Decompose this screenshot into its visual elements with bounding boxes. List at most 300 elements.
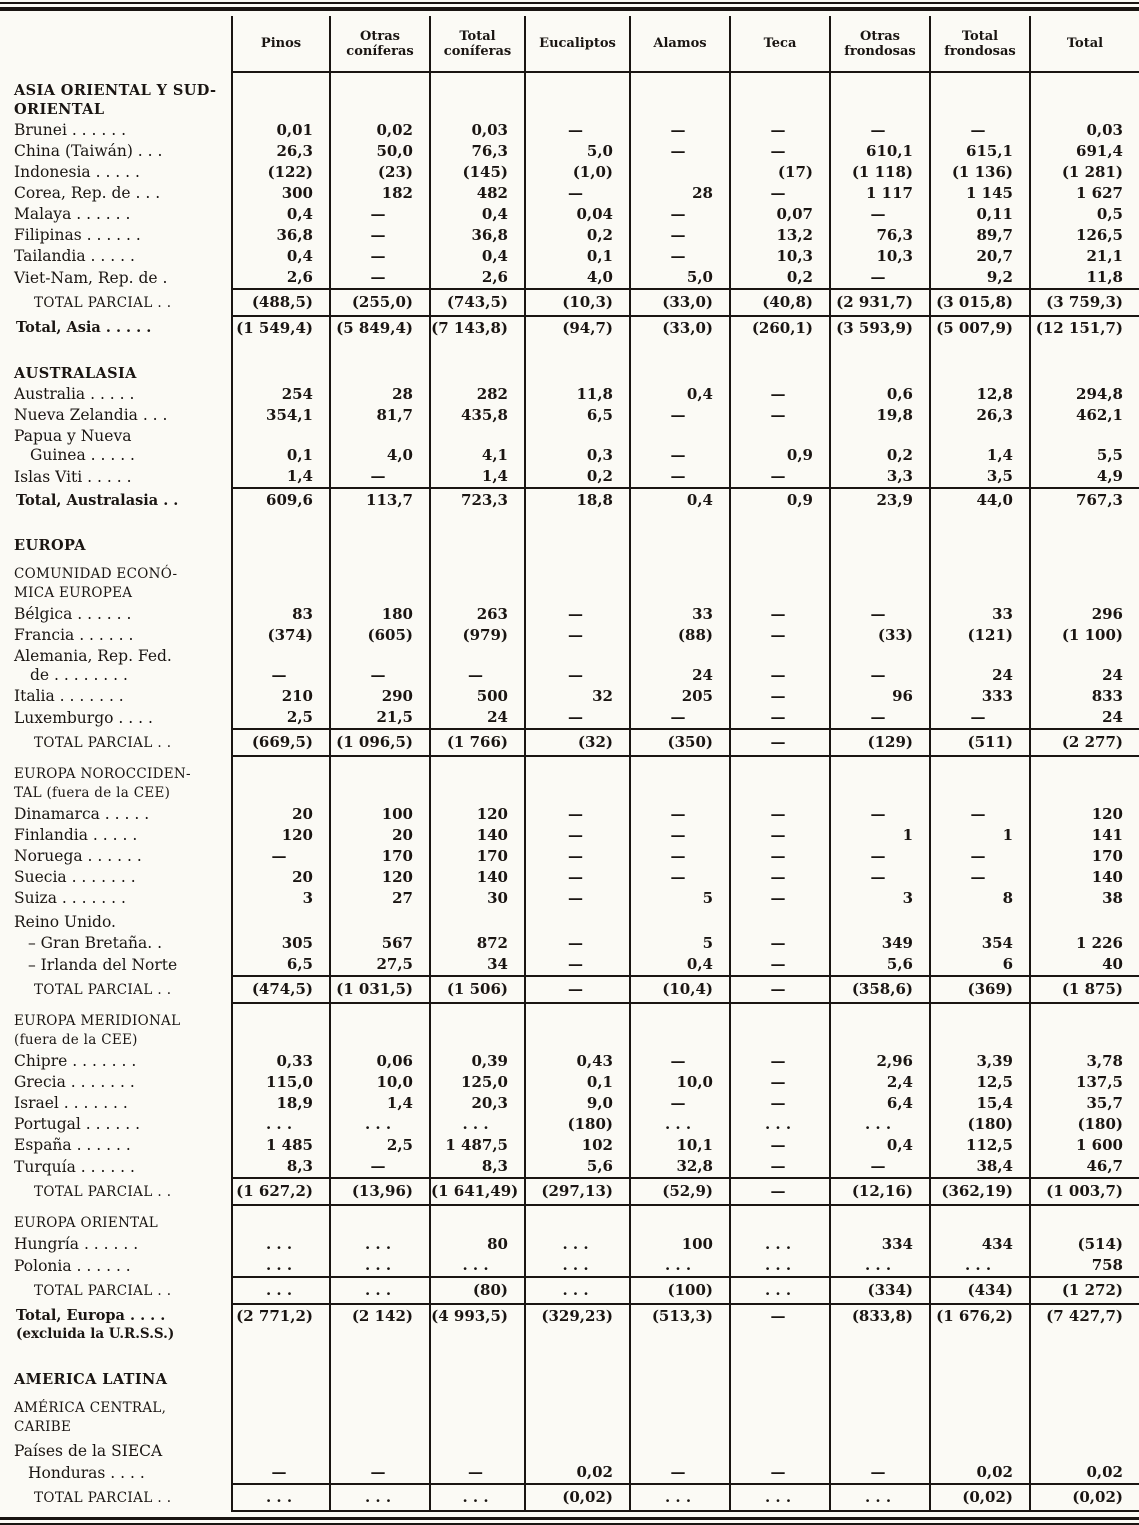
value-cell: (3 593,9): [830, 316, 930, 340]
value-cell: [525, 909, 630, 933]
value-cell: —: [630, 707, 730, 729]
value-cell: [930, 1003, 1030, 1051]
column-header: Total frondosas: [930, 16, 1030, 72]
value-cell: 4,9: [1030, 466, 1139, 488]
value-cell: —: [730, 604, 830, 625]
value-cell: —: [730, 183, 830, 204]
row-label: TOTAL PARCIAL . .: [34, 1490, 172, 1506]
table-row: [0, 556, 1139, 604]
table-row: [0, 183, 1139, 204]
value-cell: —: [330, 225, 430, 246]
value-cell: 112,5: [930, 1135, 1030, 1156]
value-cell: 0,4: [830, 1135, 930, 1156]
value-cell: 120: [1030, 804, 1139, 825]
value-cell: —: [525, 646, 630, 686]
row-label: Total, Australasia . .: [16, 492, 179, 509]
value-cell: [232, 756, 330, 804]
value-cell: 24: [630, 646, 730, 686]
row-label: Suecia . . . . . . .: [14, 868, 136, 886]
value-cell: 24: [430, 707, 525, 729]
value-cell: 0,2: [525, 225, 630, 246]
value-cell: 6,5: [232, 954, 330, 976]
row-label: TOTAL PARCIAL . .: [34, 982, 172, 998]
value-cell: 102: [525, 1135, 630, 1156]
value-cell: 4,0: [525, 267, 630, 289]
value-cell: —: [525, 604, 630, 625]
value-cell: (334): [830, 1277, 930, 1304]
value-cell: [930, 909, 1030, 933]
value-cell: (1 281): [1030, 162, 1139, 183]
value-cell: —: [830, 604, 930, 625]
value-cell: [1030, 556, 1139, 604]
value-cell: 0,33: [232, 1051, 330, 1072]
value-cell: —: [630, 225, 730, 246]
value-cell: —: [525, 933, 630, 954]
value-cell: (1,0): [525, 162, 630, 183]
value-cell: 1 600: [1030, 1135, 1139, 1156]
value-cell: (669,5): [232, 729, 330, 756]
value-cell: 6,4: [830, 1093, 930, 1114]
value-cell: (52,9): [630, 1178, 730, 1205]
value-cell: 20,7: [930, 246, 1030, 267]
value-cell: . . .: [630, 1255, 730, 1277]
value-cell: (369): [930, 976, 1030, 1003]
value-cell: [430, 1346, 525, 1390]
value-cell: —: [525, 183, 630, 204]
value-cell: 500: [430, 686, 525, 707]
value-cell: 0,1: [525, 246, 630, 267]
value-cell: 140: [1030, 867, 1139, 888]
value-cell: 10,0: [330, 1072, 430, 1093]
table-row: [0, 405, 1139, 426]
value-cell: 137,5: [1030, 1072, 1139, 1093]
value-cell: 28: [630, 183, 730, 204]
value-cell: —: [730, 120, 830, 141]
value-cell: (17): [730, 162, 830, 183]
value-cell: (1 003,7): [1030, 1178, 1139, 1205]
table-row: [0, 867, 1139, 888]
value-cell: [525, 1205, 630, 1234]
value-cell: (121): [930, 625, 1030, 646]
table-row: [0, 1462, 1139, 1484]
value-cell: —: [830, 267, 930, 289]
value-cell: (1 627,2): [232, 1178, 330, 1205]
row-label: Filipinas . . . . . .: [14, 226, 141, 244]
value-cell: (3 015,8): [930, 289, 1030, 316]
table-row: [0, 1135, 1139, 1156]
value-cell: 0,02: [1030, 1462, 1139, 1484]
value-cell: 1 487,5: [430, 1135, 525, 1156]
value-cell: 0,11: [930, 204, 1030, 225]
row-label: China (Taiwán) . . .: [14, 142, 163, 160]
value-cell: 36,8: [430, 225, 525, 246]
value-cell: [232, 556, 330, 604]
value-cell: [430, 1003, 525, 1051]
value-cell: —: [525, 625, 630, 646]
value-cell: 254: [232, 384, 330, 405]
value-cell: 0,03: [430, 120, 525, 141]
row-label: EUROPA ORIENTAL: [14, 1215, 159, 1231]
value-cell: 80: [430, 1234, 525, 1255]
value-cell: 34: [430, 954, 525, 976]
row-label: Noruega . . . . . .: [14, 847, 142, 865]
row-label: Polonia . . . . . .: [14, 1257, 131, 1275]
value-cell: 18,9: [232, 1093, 330, 1114]
value-cell: —: [730, 466, 830, 488]
value-cell: 13,2: [730, 225, 830, 246]
value-cell: . . .: [830, 1114, 930, 1135]
value-cell: 434: [930, 1234, 1030, 1255]
value-cell: 76,3: [830, 225, 930, 246]
row-label: AMÉRICA CENTRAL, CARIBE: [14, 1400, 167, 1435]
value-cell: (329,23): [525, 1304, 630, 1346]
value-cell: —: [830, 646, 930, 686]
value-cell: (1 676,2): [930, 1304, 1030, 1346]
value-cell: —: [930, 867, 1030, 888]
value-cell: 35,7: [1030, 1093, 1139, 1114]
row-label: Italia . . . . . . .: [14, 687, 124, 705]
value-cell: 10,0: [630, 1072, 730, 1093]
table-row: [0, 1234, 1139, 1255]
value-cell: [830, 909, 930, 933]
value-cell: 182: [330, 183, 430, 204]
column-header: Eucaliptos: [525, 16, 630, 72]
value-cell: 482: [430, 183, 525, 204]
column-header: Total coníferas: [430, 16, 525, 72]
value-cell: [930, 1438, 1030, 1462]
value-cell: [730, 756, 830, 804]
row-label: AMERICA LATINA: [14, 1371, 168, 1388]
value-cell: 6: [930, 954, 1030, 976]
value-cell: —: [730, 1072, 830, 1093]
value-cell: 9,0: [525, 1093, 630, 1114]
value-cell: (3 759,3): [1030, 289, 1139, 316]
value-cell: (255,0): [330, 289, 430, 316]
value-cell: 6,5: [525, 405, 630, 426]
value-cell: 1,4: [232, 466, 330, 488]
value-cell: [630, 512, 730, 556]
value-cell: 23,9: [830, 488, 930, 512]
table-row: [0, 909, 1139, 933]
value-cell: 609,6: [232, 488, 330, 512]
row-label: Reino Unido.: [14, 913, 116, 931]
value-cell: (362,19): [930, 1178, 1030, 1205]
table-row: [0, 646, 1139, 686]
value-cell: . . .: [430, 1114, 525, 1135]
value-cell: —: [330, 246, 430, 267]
row-label: Chipre . . . . . . .: [14, 1052, 137, 1070]
value-cell: —: [930, 120, 1030, 141]
value-cell: 33: [930, 604, 1030, 625]
value-cell: —: [330, 267, 430, 289]
value-cell: (10,4): [630, 976, 730, 1003]
value-cell: (12 151,7): [1030, 316, 1139, 340]
value-cell: —: [730, 1156, 830, 1178]
value-cell: (12,16): [830, 1178, 930, 1205]
value-cell: (833,8): [830, 1304, 930, 1346]
column-header: Pinos: [232, 16, 330, 72]
table-row: [0, 846, 1139, 867]
table-row: [0, 1390, 1139, 1438]
value-cell: —: [630, 825, 730, 846]
value-cell: [730, 512, 830, 556]
value-cell: [730, 340, 830, 384]
value-cell: 2,5: [232, 707, 330, 729]
value-cell: —: [232, 646, 330, 686]
value-cell: 20,3: [430, 1093, 525, 1114]
value-cell: —: [525, 976, 630, 1003]
column-header: Total: [1030, 16, 1139, 72]
value-cell: 354: [930, 933, 1030, 954]
value-cell: (5 849,4): [330, 316, 430, 340]
value-cell: (260,1): [730, 316, 830, 340]
value-cell: 28: [330, 384, 430, 405]
value-cell: 32: [525, 686, 630, 707]
value-cell: [525, 72, 630, 120]
value-cell: [730, 1003, 830, 1051]
value-cell: (0,02): [930, 1484, 1030, 1511]
table-row: [0, 1205, 1139, 1234]
value-cell: [330, 1390, 430, 1438]
value-cell: —: [630, 405, 730, 426]
value-cell: —: [830, 707, 930, 729]
value-cell: —: [730, 1051, 830, 1072]
value-cell: 0,06: [330, 1051, 430, 1072]
value-cell: [830, 1390, 930, 1438]
value-cell: —: [630, 246, 730, 267]
row-label: – Irlanda del Norte: [28, 956, 178, 974]
value-cell: [330, 72, 430, 120]
row-label: Honduras . . . .: [28, 1464, 145, 1482]
value-cell: —: [630, 867, 730, 888]
value-cell: 0,39: [430, 1051, 525, 1072]
value-cell: (0,02): [525, 1484, 630, 1511]
table-row: [0, 426, 1139, 466]
value-cell: —: [330, 204, 430, 225]
table-row: [0, 141, 1139, 162]
value-cell: [525, 1390, 630, 1438]
value-cell: 115,0: [232, 1072, 330, 1093]
value-cell: —: [630, 141, 730, 162]
value-cell: . . .: [330, 1484, 430, 1511]
row-label: EUROPA MERIDIONAL (fuera de la CEE): [14, 1013, 181, 1048]
value-cell: 296: [1030, 604, 1139, 625]
value-cell: 0,4: [630, 954, 730, 976]
top-rule-thick: [0, 7, 1139, 11]
value-cell: [330, 556, 430, 604]
value-cell: 0,4: [630, 488, 730, 512]
row-label: Francia . . . . . .: [14, 626, 134, 644]
value-cell: 96: [830, 686, 930, 707]
row-label: Finlandia . . . . .: [14, 826, 138, 844]
value-cell: 2,5: [330, 1135, 430, 1156]
value-cell: —: [232, 846, 330, 867]
value-cell: 1: [930, 825, 1030, 846]
value-cell: [830, 756, 930, 804]
row-label: AUSTRALASIA: [14, 365, 137, 382]
value-cell: . . .: [232, 1114, 330, 1135]
row-label: Nueva Zelandia . . .: [14, 406, 168, 424]
value-cell: 290: [330, 686, 430, 707]
value-cell: (33): [830, 625, 930, 646]
value-cell: 1 627: [1030, 183, 1139, 204]
value-cell: 120: [330, 867, 430, 888]
table-row: [0, 1178, 1139, 1205]
value-cell: 263: [430, 604, 525, 625]
value-cell: [430, 512, 525, 556]
value-cell: —: [630, 1051, 730, 1072]
value-cell: (358,6): [830, 976, 930, 1003]
top-rule-thin: [0, 2, 1139, 4]
value-cell: 3,39: [930, 1051, 1030, 1072]
value-cell: 44,0: [930, 488, 1030, 512]
value-cell: —: [630, 466, 730, 488]
value-cell: 15,4: [930, 1093, 1030, 1114]
value-cell: 1 145: [930, 183, 1030, 204]
value-cell: [1030, 1346, 1139, 1390]
row-label: Brunei . . . . . .: [14, 121, 127, 139]
row-label: EUROPA NOROCCIDEN- TAL (fuera de la CEE): [14, 766, 191, 801]
value-cell: (13,96): [330, 1178, 430, 1205]
value-cell: 1,4: [330, 1093, 430, 1114]
value-cell: 3,78: [1030, 1051, 1139, 1072]
value-cell: 24: [930, 646, 1030, 686]
column-header: Teca: [730, 16, 830, 72]
value-cell: 758: [1030, 1255, 1139, 1277]
value-cell: 18,8: [525, 488, 630, 512]
value-cell: —: [830, 204, 930, 225]
row-label: Malaya . . . . . .: [14, 205, 131, 223]
row-label: COMUNIDAD ECONÓ- MICA EUROPEA: [14, 566, 178, 601]
value-cell: [330, 512, 430, 556]
value-cell: (1 100): [1030, 625, 1139, 646]
value-cell: [930, 1346, 1030, 1390]
value-cell: . . .: [525, 1234, 630, 1255]
row-label: Total, Europa . . . . (excluida la U.R.S.S.): [16, 1307, 175, 1342]
value-cell: —: [525, 846, 630, 867]
value-cell: 0,02: [930, 1462, 1030, 1484]
value-cell: [430, 1205, 525, 1234]
value-cell: —: [730, 1178, 830, 1205]
value-cell: [930, 512, 1030, 556]
value-cell: (0,02): [1030, 1484, 1139, 1511]
value-cell: [930, 340, 1030, 384]
value-cell: —: [730, 846, 830, 867]
value-cell: 0,4: [232, 204, 330, 225]
value-cell: [525, 556, 630, 604]
value-cell: [430, 909, 525, 933]
value-cell: —: [730, 384, 830, 405]
value-cell: . . .: [330, 1234, 430, 1255]
value-cell: 567: [330, 933, 430, 954]
table-row: [0, 289, 1139, 316]
value-cell: 11,8: [1030, 267, 1139, 289]
value-cell: 38,4: [930, 1156, 1030, 1178]
value-cell: (434): [930, 1277, 1030, 1304]
row-label: Corea, Rep. de . . .: [14, 184, 161, 202]
value-cell: (605): [330, 625, 430, 646]
value-cell: 141: [1030, 825, 1139, 846]
value-cell: [730, 1438, 830, 1462]
table-body: [0, 72, 1139, 1511]
value-cell: 0,4: [630, 384, 730, 405]
table-row: [0, 267, 1139, 289]
value-cell: 140: [430, 825, 525, 846]
value-cell: [330, 340, 430, 384]
value-cell: . . .: [430, 1255, 525, 1277]
table-row: [0, 1438, 1139, 1462]
value-cell: [525, 1003, 630, 1051]
value-cell: [930, 1205, 1030, 1234]
value-cell: . . .: [330, 1114, 430, 1135]
value-cell: —: [430, 1462, 525, 1484]
value-cell: 3,5: [930, 466, 1030, 488]
value-cell: —: [630, 804, 730, 825]
value-cell: (513,3): [630, 1304, 730, 1346]
value-cell: [630, 162, 730, 183]
column-header: Otras frondosas: [830, 16, 930, 72]
value-cell: —: [730, 888, 830, 909]
value-cell: [830, 1438, 930, 1462]
value-cell: —: [730, 1093, 830, 1114]
value-cell: [730, 1390, 830, 1438]
value-cell: . . .: [232, 1277, 330, 1304]
row-label: Tailandia . . . . .: [14, 247, 135, 265]
row-label: TOTAL PARCIAL . .: [34, 295, 172, 311]
value-cell: [525, 512, 630, 556]
value-cell: 4,0: [330, 426, 430, 466]
table-row: [0, 604, 1139, 625]
value-cell: 26,3: [930, 405, 1030, 426]
value-cell: —: [330, 1156, 430, 1178]
value-cell: —: [730, 1462, 830, 1484]
value-cell: [630, 756, 730, 804]
value-cell: 19,8: [830, 405, 930, 426]
value-cell: —: [630, 846, 730, 867]
value-cell: 170: [330, 846, 430, 867]
value-cell: 1,4: [430, 466, 525, 488]
value-cell: (23): [330, 162, 430, 183]
value-cell: 83: [232, 604, 330, 625]
value-cell: 462,1: [1030, 405, 1139, 426]
table-row: [0, 512, 1139, 556]
value-cell: 5,6: [525, 1156, 630, 1178]
value-cell: [630, 1205, 730, 1234]
value-cell: 8,3: [430, 1156, 525, 1178]
value-cell: . . .: [730, 1255, 830, 1277]
table-row: [0, 316, 1139, 340]
row-label: Hungría . . . . . .: [14, 1235, 139, 1253]
value-cell: (743,5): [430, 289, 525, 316]
value-cell: . . .: [630, 1484, 730, 1511]
row-label: Luxemburgo . . . .: [14, 709, 153, 727]
value-cell: (145): [430, 162, 525, 183]
value-cell: 140: [430, 867, 525, 888]
value-cell: (33,0): [630, 289, 730, 316]
value-cell: 334: [830, 1234, 930, 1255]
value-cell: (88): [630, 625, 730, 646]
value-cell: 0,43: [525, 1051, 630, 1072]
value-cell: 3,3: [830, 466, 930, 488]
row-label: Dinamarca . . . . .: [14, 805, 150, 823]
value-cell: —: [830, 846, 930, 867]
table-row: [0, 1051, 1139, 1072]
value-cell: 76,3: [430, 141, 525, 162]
value-cell: —: [730, 686, 830, 707]
table-header: [0, 16, 1139, 72]
value-cell: 8,3: [232, 1156, 330, 1178]
value-cell: 615,1: [930, 141, 1030, 162]
